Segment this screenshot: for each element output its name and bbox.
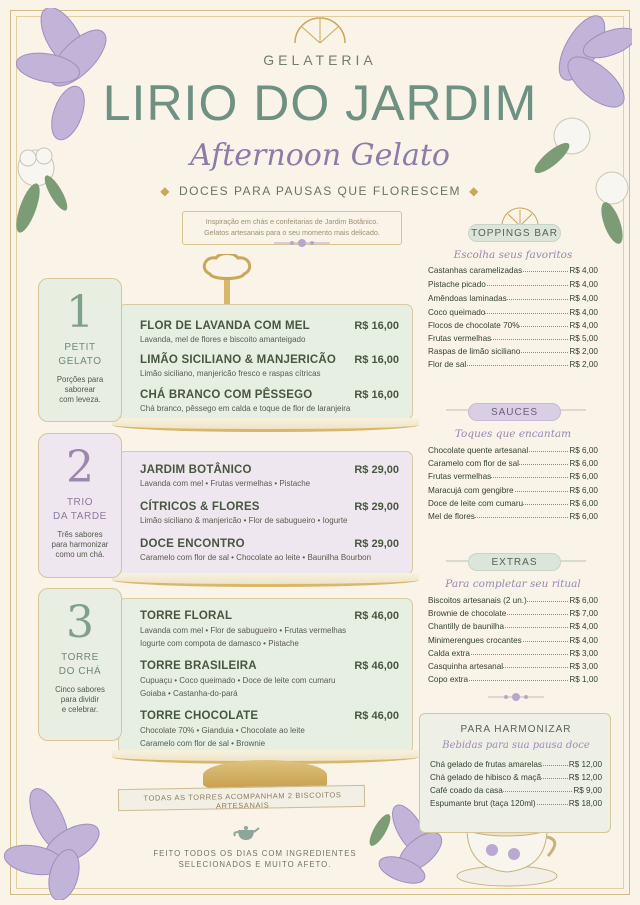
intro-line: Gelatos artesanais para o seu momento mais delicado. xyxy=(204,228,380,237)
menu-item-price: R$ 29,00 xyxy=(354,501,399,513)
list-item: Copo extra R$ 1,00 xyxy=(428,675,598,684)
menu-item-desc: Limão siciliano, manjericão fresco e raspas cítricas xyxy=(140,369,321,378)
fan-ornament-icon xyxy=(498,204,542,226)
list-item: Mel de flores R$ 6,00 xyxy=(428,512,598,521)
tagline xyxy=(0,184,640,198)
list-item: Amêndoas laminadas R$ 4,00 xyxy=(428,294,598,303)
menu-item-desc: Lavanda com mel • Frutas vermelhas • Pistache xyxy=(140,479,311,488)
menu-item-price: R$ 46,00 xyxy=(354,610,399,622)
menu-item-price: R$ 29,00 xyxy=(354,538,399,550)
list-item: Biscoitos artesanais (2 un.) R$ 6,00 xyxy=(428,596,598,605)
menu-item-desc: Lavanda com mel • Flor de sabugueiro • Frutas vermelhas xyxy=(140,626,347,635)
menu-item-desc: Caramelo com flor de sal • Brownie xyxy=(140,739,266,748)
menu-item-price: R$ 16,00 xyxy=(354,354,399,366)
page-subtitle: Afternoon Gelato xyxy=(189,138,450,173)
tier-desc-line: Porções para xyxy=(56,375,104,384)
list-item: Flor de sal R$ 2,00 xyxy=(428,360,598,369)
menu-item-desc: Goiaba • Castanha-do-pará xyxy=(140,689,238,698)
lily-flower-icon xyxy=(4,780,114,900)
ribbon-banner xyxy=(118,785,365,811)
menu-item-price: R$ 16,00 xyxy=(354,389,399,401)
list-item: Chá gelado de frutas amarelas R$ 12,00 xyxy=(430,760,602,769)
tier-3-label-card xyxy=(38,588,122,741)
list-item: Brownie de chocolate R$ 7,00 xyxy=(428,609,598,618)
menu-item-desc: Cupuaçu • Coco queimado • Doce de leite com cumaru xyxy=(140,676,336,685)
tier-desc xyxy=(39,375,121,405)
menu-item-title: DOCE ENCONTRO xyxy=(140,538,245,550)
tier-desc-line: Cinco sabores xyxy=(55,685,105,694)
menu-item-desc: Caramelo com flor de sal • Chocolate ao leite • Baunilha Bourbon xyxy=(140,553,372,562)
menu-item-title: CHÁ BRANCO COM PÊSSEGO xyxy=(140,389,313,401)
stand-plate xyxy=(112,418,419,432)
list-item: Chantilly de baunilha R$ 4,00 xyxy=(428,622,598,631)
sauces-label: SAUCES xyxy=(468,403,561,421)
intro-line: Inspiração em chás e confeitarias de Jardim Botânico. xyxy=(205,217,379,226)
menu-item-desc: Chocolate 70% • Gianduia • Chocolate ao leite xyxy=(140,726,305,735)
sauces-script: Toques que encantam xyxy=(454,428,572,440)
footer-note xyxy=(145,848,365,870)
floral-ornament-icon xyxy=(486,690,546,704)
menu-item-title: TORRE BRASILEIRA xyxy=(140,660,257,672)
list-item: Coco queimado R$ 4,00 xyxy=(428,308,598,317)
tier-desc xyxy=(39,685,121,715)
list-item: Frutas vermelhas R$ 5,00 xyxy=(428,334,598,343)
tier-desc-line: com leveza. xyxy=(59,395,101,404)
tier-name-line: DO CHÁ xyxy=(58,666,102,677)
footer-line: FEITO TODOS OS DIAS COM INGREDIENTES xyxy=(153,849,357,858)
tier-desc-line: e celebrar. xyxy=(61,705,99,714)
stand-plate xyxy=(112,573,419,587)
tier-name xyxy=(39,496,121,524)
list-item: Doce de leite com cumaru R$ 6,00 xyxy=(428,499,598,508)
list-item: Flocos de chocolate 70% R$ 4,00 xyxy=(428,321,598,330)
tier-1-label-card xyxy=(38,278,122,422)
ribbon-text: TODAS AS TORRES ACOMPANHAM 2 BISCOITOS ARTESANAIS xyxy=(143,790,342,811)
teapot-icon xyxy=(232,822,260,842)
floral-ornament-icon xyxy=(272,236,332,250)
stand-handle-icon xyxy=(198,254,256,309)
menu-item-price: R$ 29,00 xyxy=(354,464,399,476)
menu-item-title: TORRE FLORAL xyxy=(140,610,233,622)
diamond-icon: ◆ xyxy=(160,184,171,198)
menu-item-price: R$ 46,00 xyxy=(354,710,399,722)
extras-script: Para completar seu ritual xyxy=(445,578,581,590)
tier-name-line: GELATO xyxy=(58,356,102,367)
tier-number: 2 xyxy=(66,442,94,493)
tier-desc xyxy=(39,530,121,560)
tagline-text: DOCES PARA PAUSAS QUE FLORESCEM xyxy=(178,184,462,198)
footer-line: SELECIONADOS E MUITO AFETO. xyxy=(178,860,332,869)
list-item: Caramelo com flor de sal R$ 6,00 xyxy=(428,459,598,468)
list-item: Café coado da casa R$ 9,00 xyxy=(430,786,602,795)
menu-item-title: LIMÃO SICILIANO & MANJERICÃO xyxy=(140,354,336,366)
tier-2-label-card xyxy=(38,433,122,578)
extras-label: EXTRAS xyxy=(468,553,561,571)
toppings-label: TOPPINGS BAR xyxy=(468,224,561,242)
list-item: Chocolate quente artesanal R$ 6,00 xyxy=(428,446,598,455)
tier-name-line: DA TARDE xyxy=(53,511,107,522)
list-item: Minimerengues crocantes R$ 4,00 xyxy=(428,636,598,645)
tier-name xyxy=(39,651,121,679)
menu-item-price: R$ 16,00 xyxy=(354,320,399,332)
menu-item-title: FLOR DE LAVANDA COM MEL xyxy=(140,320,310,332)
page-title: LIRIO DO JARDIM xyxy=(102,75,538,131)
menu-item-desc: Iogurte com compota de damasco • Pistache xyxy=(140,639,299,648)
brand-kicker: GELATERIA xyxy=(263,52,377,68)
list-item: Raspas de limão siciliano R$ 2,00 xyxy=(428,347,598,356)
tier-name-line: TRIO xyxy=(66,497,94,508)
harmonize-box xyxy=(419,713,611,833)
tier-desc-line: para dividir xyxy=(60,695,100,704)
tier-desc-line: como um chá. xyxy=(55,550,105,559)
list-item: Castanhas caramelizadas R$ 4,00 xyxy=(428,266,598,275)
toppings-script: Escolha seus favoritos xyxy=(453,249,573,261)
tier-name-line: PETIT xyxy=(64,342,96,353)
tier-desc-line: Três sabores xyxy=(57,530,103,539)
list-item: Chá gelado de hibisco & maçã R$ 12,00 xyxy=(430,773,602,782)
menu-item-desc: Chá branco, pêssego em calda e toque de flor de laranjeira xyxy=(140,404,351,413)
list-item: Calda extra R$ 3,00 xyxy=(428,649,598,658)
menu-item-price: R$ 46,00 xyxy=(354,660,399,672)
lily-flower-icon xyxy=(8,8,128,258)
tier-name xyxy=(39,341,121,369)
list-item: Espumante brut (taça 120ml) R$ 18,00 xyxy=(430,799,602,808)
tier-desc-line: para harmonizar xyxy=(51,540,109,549)
list-item: Pistache picado R$ 4,00 xyxy=(428,280,598,289)
diamond-icon: ◆ xyxy=(469,184,480,198)
list-item: Casquinha artesanal R$ 3,00 xyxy=(428,662,598,671)
list-item: Frutas vermelhas R$ 6,00 xyxy=(428,472,598,481)
menu-item-title: JARDIM BOTÂNICO xyxy=(140,464,252,476)
menu-item-title: CÍTRICOS & FLORES xyxy=(140,501,260,513)
tier-number: 3 xyxy=(66,597,94,648)
tier-name-line: TORRE xyxy=(61,652,99,663)
tier-desc-line: saborear xyxy=(64,385,96,394)
harmonize-label: PARA HARMONIZAR xyxy=(460,724,572,735)
menu-item-desc: Limão siciliano & manjericão • Flor de sabugueiro • Iogurte xyxy=(140,516,348,525)
harmonize-script: Bebidas para sua pausa doce xyxy=(442,740,590,751)
menu-item-desc: Lavanda, mel de flores e biscoito amanteigado xyxy=(140,335,306,344)
list-item: Maracujá com gengibre R$ 6,00 xyxy=(428,486,598,495)
arch-ornament-icon xyxy=(290,13,350,45)
menu-item-title: TORRE CHOCOLATE xyxy=(140,710,259,722)
tier-number: 1 xyxy=(66,287,94,338)
